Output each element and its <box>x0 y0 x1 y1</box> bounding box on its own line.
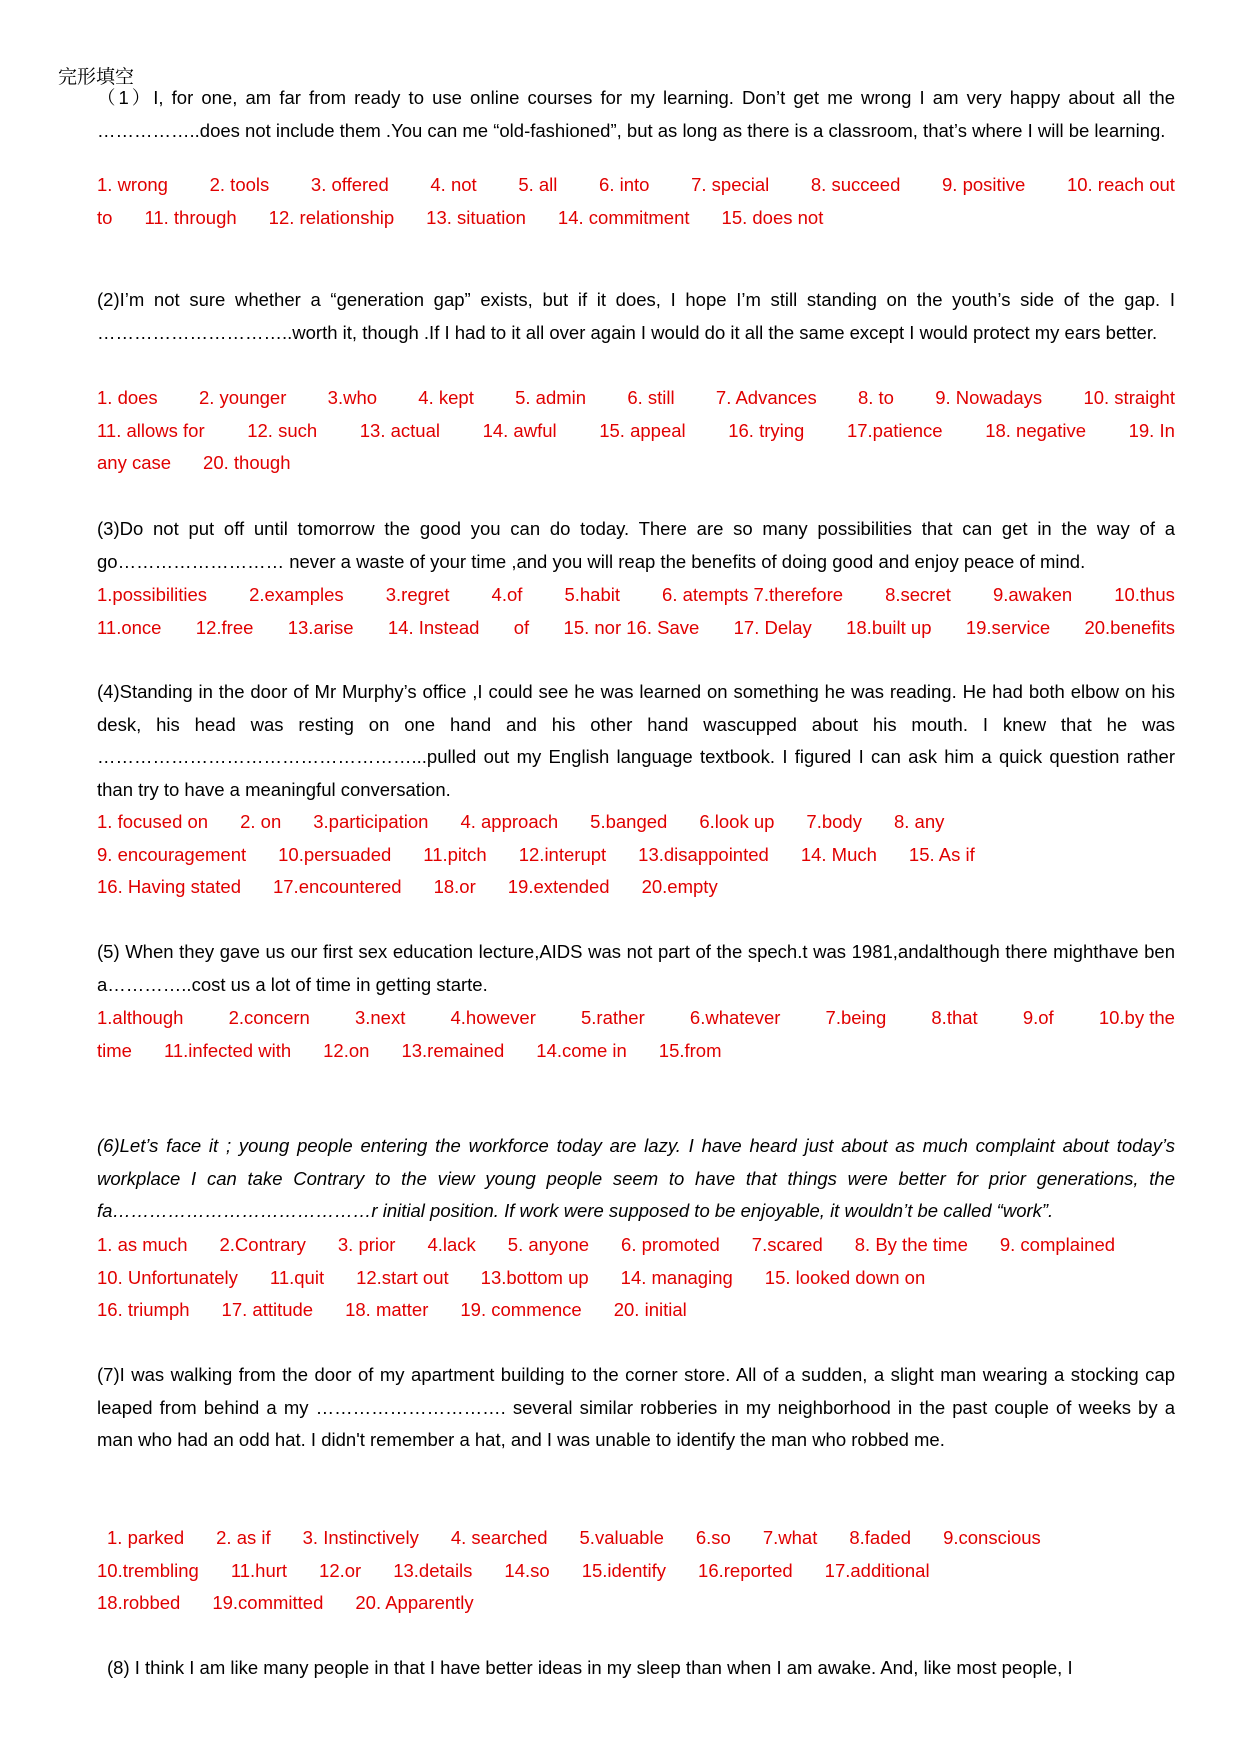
answer-item: 8. to <box>857 387 894 408</box>
answer-line <box>97 612 1175 645</box>
answer-item: 4. searched <box>450 1527 548 1548</box>
answer-item: 7.body <box>806 811 862 832</box>
answer-item: 14.so <box>504 1559 550 1581</box>
answer-item: 6. still <box>627 387 675 408</box>
answer-item: time <box>97 1039 132 1061</box>
answer-item: 12.or <box>319 1559 362 1581</box>
answer-item: 3.who <box>327 387 378 408</box>
answer-item: 1.possibilities <box>97 584 208 605</box>
answer-line <box>97 169 1175 202</box>
passage-1-text: （1）I, for one, am far from ready to use online courses for my learning. Don’t get me wrong I am very happy about all the ……………..does not include them .You can me “old-fashioned”, but as long as there is a classroom, that’s where I will be learning. <box>97 87 1175 141</box>
answer-item: of <box>513 616 530 638</box>
answer-item: 10.trembling <box>97 1559 199 1581</box>
answer-item: 9. complained <box>999 1234 1116 1255</box>
answer-item: 1.although <box>97 1007 184 1028</box>
answer-item: 1. as much <box>97 1234 188 1255</box>
answer-item: 14. awful <box>482 419 557 441</box>
answer-item: 20. initial <box>613 1299 687 1320</box>
answer-item: 8. By the time <box>854 1234 968 1255</box>
answer-item: 9. positive <box>942 174 1026 195</box>
answer-line <box>97 839 1175 872</box>
answer-item: 3. offered <box>310 174 389 195</box>
answer-item: 7.being <box>825 1007 887 1028</box>
passage-5-text: (5) When they gave us our first sex education lecture,AIDS was not part of the spech.t was 1981,andalthough there mighthave ben a…………..cost us a lot of time in getting starte. <box>97 941 1175 995</box>
answer-item: 17. attitude <box>221 1299 314 1320</box>
page-title: 完形填空 <box>58 66 135 88</box>
answer-item: 14. managing <box>620 1266 733 1288</box>
answer-item: 15. nor 16. Save <box>563 616 700 638</box>
answer-item: 19. commence <box>460 1299 582 1320</box>
answer-item: any case <box>97 452 172 473</box>
passage-3-answers <box>97 579 1175 644</box>
answer-item: 10. Unfortunately <box>97 1266 238 1288</box>
answer-item: 10. straight <box>1083 387 1175 408</box>
answer-item: 3.regret <box>385 584 450 605</box>
answer-item: 13.details <box>393 1559 473 1581</box>
answer-item: 16. Having stated <box>97 876 241 897</box>
answer-item: 19.committed <box>212 1592 324 1613</box>
answer-item: 4.however <box>450 1007 536 1028</box>
answer-item: 12.start out <box>356 1266 449 1288</box>
answer-item: 5. admin <box>515 387 587 408</box>
answer-line <box>97 806 1175 839</box>
passage-7-answers <box>97 1522 1175 1620</box>
answer-item: 6.so <box>695 1527 731 1548</box>
answer-item: 13. situation <box>426 206 526 228</box>
answer-item: 11. allows for <box>97 419 205 441</box>
answer-item: 12.interupt <box>518 843 607 865</box>
answer-item: 13. actual <box>359 419 440 441</box>
answer-item: 15.from <box>658 1039 722 1061</box>
answer-item: 13.remained <box>401 1039 505 1061</box>
answer-item: to <box>97 206 113 228</box>
passage-5-answers <box>97 1002 1175 1067</box>
answer-item: 5.valuable <box>579 1527 664 1548</box>
answer-item: 3.next <box>354 1007 406 1028</box>
answer-item: 11.infected with <box>163 1039 292 1061</box>
answer-item: 12. relationship <box>268 206 395 228</box>
answer-item: 9. Nowadays <box>935 387 1043 408</box>
answer-item: 5.rather <box>581 1007 645 1028</box>
answer-item: 3. prior <box>337 1234 396 1255</box>
answer-item: 1. focused on <box>97 811 209 832</box>
answer-item: 7. special <box>691 174 770 195</box>
answer-item: 17.additional <box>824 1559 930 1581</box>
answer-item: 16.reported <box>698 1559 793 1581</box>
answer-item: 15. does not <box>721 206 824 228</box>
answer-item: 9. encouragement <box>97 843 247 865</box>
answer-item: 20. Apparently <box>355 1592 474 1613</box>
answer-line <box>97 415 1175 448</box>
answer-item: 13.disappointed <box>638 843 769 865</box>
answer-item: 4.lack <box>427 1234 476 1255</box>
answer-item: 17.encountered <box>272 876 402 897</box>
answer-line <box>97 1587 1175 1620</box>
answer-item: 5.banged <box>590 811 668 832</box>
answer-item: 2. younger <box>198 387 287 408</box>
answer-line <box>97 1294 1175 1327</box>
answer-item: 18. matter <box>345 1299 429 1320</box>
passage-8-text: (8) I think I am like many people in that I have better ideas in my sleep than when I am awake. And, like most people, I <box>107 1657 1073 1678</box>
passage-7-text: (7)I was walking from the door of my apartment building to the corner store. All of a sudden, a slight man wearing a stocking cap leaped from behind a my …………………………. several similar robberies in my neighborhood in the past couple of weeks by a man who had an odd hat. I didn't remember a hat, and I was unable to identify the man who robbed me. <box>97 1364 1175 1450</box>
answer-item: 8.that <box>931 1007 978 1028</box>
answer-item: 18.built up <box>846 616 932 638</box>
answer-item: 2.examples <box>249 584 344 605</box>
answer-item: 4. not <box>430 174 477 195</box>
answer-item: 3.participation <box>313 811 429 832</box>
answer-item: 4.of <box>491 584 523 605</box>
answer-item: 8. any <box>893 811 945 832</box>
passage-4-answers <box>97 806 1175 904</box>
answer-item: 9.conscious <box>943 1527 1041 1548</box>
answer-item: 11.hurt <box>230 1559 288 1581</box>
answer-item: 8. succeed <box>810 174 901 195</box>
answer-item: 15. looked down on <box>764 1266 926 1288</box>
answer-item: 19. In <box>1128 419 1175 441</box>
answer-item: 13.arise <box>287 616 354 638</box>
answer-item: 4. approach <box>460 811 559 832</box>
answer-item: 5. all <box>518 174 558 195</box>
answer-item: 17. Delay <box>733 616 812 638</box>
answer-item: 7.what <box>762 1527 818 1548</box>
answer-item: 18. negative <box>985 419 1087 441</box>
passage-2-text: (2)I’m not sure whether a “generation gap” exists, but if it does, I hope I’m still standing on the youth’s side of the gap. I …………………………..worth it, though .If I had to it all over again I would do it all the same except I would protect my ears better. <box>97 289 1175 343</box>
answer-item: 15.identify <box>581 1559 667 1581</box>
answer-item: 12.free <box>195 616 254 638</box>
answer-item: 7.scared <box>751 1234 823 1255</box>
answer-item: 18.or <box>433 876 476 897</box>
passage-6-text: (6)Let’s face it ; young people entering the workforce today are lazy. I have heard just about as much complaint about today’s workplace I can take Contrary to the view young people seem to have that things were better for prior generations, the fa……………………………………r initial position. If work were supposed to be enjoyable, it wouldn’t be called “work”. <box>97 1135 1175 1221</box>
answer-item: 2.concern <box>228 1007 310 1028</box>
answer-item: 7. Advances <box>715 387 817 408</box>
answer-item: 19.service <box>965 616 1051 638</box>
passage-1-answers <box>97 169 1175 234</box>
answer-item: 14.come in <box>536 1039 627 1061</box>
answer-item: 1. does <box>97 387 158 408</box>
answer-line <box>97 579 1175 612</box>
answer-item: 11.pitch <box>423 843 487 865</box>
answer-item: 6. atempts 7.therefore <box>662 584 844 605</box>
answer-item: 9.awaken <box>992 584 1073 605</box>
answer-item: 14. commitment <box>557 206 690 228</box>
answer-item: 6.look up <box>699 811 775 832</box>
answer-item: 8.faded <box>849 1527 912 1548</box>
answer-line <box>97 1035 1175 1068</box>
answer-item: 2. as if <box>216 1527 271 1548</box>
answer-item: 8.secret <box>885 584 951 605</box>
answer-item: 1. wrong <box>97 174 168 195</box>
answer-line <box>97 382 1175 415</box>
answer-line <box>97 1555 1175 1588</box>
answer-item: 13.bottom up <box>480 1266 589 1288</box>
answer-item: 2. tools <box>209 174 270 195</box>
answer-item: 12.on <box>323 1039 370 1061</box>
answer-item: 10.persuaded <box>278 843 392 865</box>
answer-item: 20.empty <box>641 876 718 897</box>
answer-item: 10.by the <box>1098 1007 1175 1028</box>
answer-item: 5. anyone <box>507 1234 590 1255</box>
answer-item: 4. kept <box>418 387 474 408</box>
passage-2-answers <box>97 382 1175 480</box>
passage-4-text: (4)Standing in the door of Mr Murphy’s office ,I could see he was learned on something he was reading. He had both elbow on his desk, his head was resting on one hand and his other hand wascupped about his mouth. I knew that he was ……………………………………………...pulled out my English language textbook. I figured I can ask him a quick question rather than try to have a meaningful conversation. <box>97 681 1175 800</box>
answer-item: 14. Much <box>800 843 877 865</box>
answer-item: 18.robbed <box>97 1592 181 1613</box>
answer-item: 17.patience <box>846 419 943 441</box>
answer-item: 2. on <box>240 811 282 832</box>
answer-item: 20.benefits <box>1084 616 1175 638</box>
answer-line <box>97 871 1175 904</box>
answer-item: 1. parked <box>107 1527 185 1548</box>
answer-item: 9.of <box>1022 1007 1054 1028</box>
answer-line <box>97 1002 1175 1035</box>
answer-item: 11.quit <box>269 1266 325 1288</box>
answer-item: 15. As if <box>908 843 975 865</box>
answer-item: 16. triumph <box>97 1299 190 1320</box>
answer-line <box>97 1262 1175 1295</box>
answer-item: 2.Contrary <box>219 1234 306 1255</box>
answer-item: 16. trying <box>728 419 805 441</box>
answer-item: 12. such <box>247 419 318 441</box>
answer-line <box>97 447 1175 480</box>
answer-item: 19.extended <box>507 876 610 897</box>
answer-line <box>97 1229 1175 1262</box>
answer-item: 11. through <box>144 206 237 228</box>
answer-line <box>97 1522 1175 1555</box>
answer-item: 6.whatever <box>689 1007 781 1028</box>
answer-item: 10. reach out <box>1066 174 1175 195</box>
answer-item: 14. Instead <box>387 616 480 638</box>
answer-line <box>97 202 1175 235</box>
answer-item: 5.habit <box>564 584 620 605</box>
passage-6-answers <box>97 1229 1175 1327</box>
answer-item: 6. promoted <box>621 1234 720 1255</box>
answer-item: 20. though <box>203 452 291 473</box>
answer-item: 6. into <box>599 174 650 195</box>
answer-item: 3. Instinctively <box>302 1527 419 1548</box>
answer-item: 11.once <box>97 616 162 638</box>
answer-item: 10.thus <box>1114 584 1175 605</box>
passage-3-text: (3)Do not put off until tomorrow the good you can do today. There are so many possibilities that can get in the way of a go……………………… never a waste of your time ,and you will reap the benefits of doing good and enjoy peace of mind. <box>97 518 1175 572</box>
answer-item: 15. appeal <box>599 419 686 441</box>
